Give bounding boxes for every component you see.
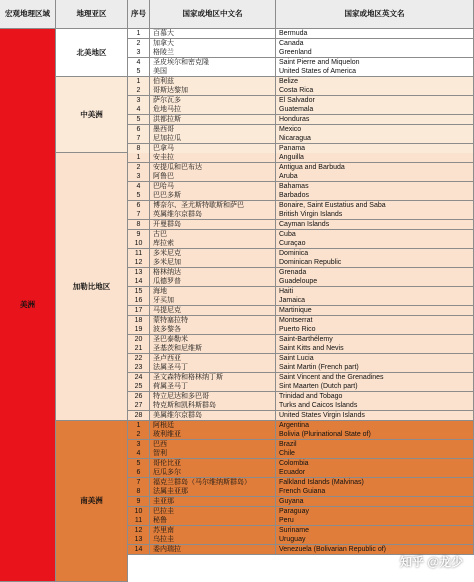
- index-cell: 13: [128, 535, 150, 545]
- english-name-cell: Guyana: [276, 497, 474, 507]
- index-cell: 11: [128, 516, 150, 526]
- index-cell: 3: [128, 96, 150, 106]
- index-cell: 10: [128, 239, 150, 249]
- chinese-name-cell: 圣文森特和格林纳丁斯: [150, 373, 276, 383]
- header-chinese-name: 国家或地区中文名: [150, 0, 276, 29]
- chinese-name-cell: 萨尔瓦多: [150, 96, 276, 106]
- english-name-cell: Venezuela (Bolivarian Republic of): [276, 545, 474, 555]
- index-cell: 2: [128, 430, 150, 440]
- english-name-cell: Jamaica: [276, 296, 474, 306]
- english-name-cell: Honduras: [276, 115, 474, 125]
- chinese-name-cell: 波多黎各: [150, 325, 276, 335]
- chinese-name-cell: 蒙特塞拉特: [150, 316, 276, 326]
- index-cell: 14: [128, 545, 150, 555]
- index-cell: 22: [128, 354, 150, 364]
- chinese-name-cell: 美属维尔京群岛: [150, 411, 276, 421]
- english-name-cell: Nicaragua: [276, 134, 474, 144]
- subregion-cell: 加勒比地区: [56, 153, 128, 420]
- index-cell: 2: [128, 39, 150, 49]
- chinese-name-cell: 秘鲁: [150, 516, 276, 526]
- header-subregion: 地理亚区: [56, 0, 128, 29]
- english-name-cell: Haiti: [276, 287, 474, 297]
- english-name-cell: Aruba: [276, 172, 474, 182]
- index-cell: 6: [128, 201, 150, 211]
- english-name-cell: Guatemala: [276, 105, 474, 115]
- index-cell: 12: [128, 526, 150, 536]
- header-english-name: 国家或地区英文名: [276, 0, 474, 29]
- index-cell: 4: [128, 105, 150, 115]
- index-cell: 6: [128, 468, 150, 478]
- english-name-cell: Dominican Republic: [276, 258, 474, 268]
- english-name-cell: Grenada: [276, 268, 474, 278]
- index-cell: 18: [128, 316, 150, 326]
- english-name-cell: Ecuador: [276, 468, 474, 478]
- index-cell: 25: [128, 382, 150, 392]
- chinese-name-cell: 安圭拉: [150, 153, 276, 163]
- chinese-name-cell: 牙买加: [150, 296, 276, 306]
- chinese-name-cell: 法属圭亚那: [150, 487, 276, 497]
- chinese-name-cell: 瓜德罗普: [150, 277, 276, 287]
- chinese-name-cell: 巴拿马: [150, 144, 276, 154]
- english-name-cell: Martinique: [276, 306, 474, 316]
- english-name-cell: Guadeloupe: [276, 277, 474, 287]
- index-cell: 14: [128, 277, 150, 287]
- header-index: 序号: [128, 0, 150, 29]
- index-cell: 7: [128, 210, 150, 220]
- english-name-cell: Saint Lucia: [276, 354, 474, 364]
- index-cell: 9: [128, 230, 150, 240]
- chinese-name-cell: 特克斯和凯科斯群岛: [150, 401, 276, 411]
- english-name-cell: Bermuda: [276, 29, 474, 39]
- chinese-name-cell: 美国: [150, 67, 276, 77]
- index-cell: 10: [128, 507, 150, 517]
- chinese-name-cell: 圣皮埃尔和密克隆: [150, 58, 276, 68]
- watermark: 知乎 @龙少: [400, 555, 464, 569]
- chinese-name-cell: 英属维尔京群岛: [150, 210, 276, 220]
- index-cell: 15: [128, 287, 150, 297]
- index-cell: 20: [128, 335, 150, 345]
- chinese-name-cell: 法属圣马丁: [150, 363, 276, 373]
- chinese-name-cell: 安提瓜和巴布达: [150, 163, 276, 173]
- index-cell: 8: [128, 487, 150, 497]
- index-cell: 24: [128, 373, 150, 383]
- chinese-name-cell: 格林纳达: [150, 268, 276, 278]
- index-cell: 21: [128, 344, 150, 354]
- chinese-name-cell: 巴拉圭: [150, 507, 276, 517]
- english-name-cell: Bolivia (Plurinational State of): [276, 430, 474, 440]
- chinese-name-cell: 苏里南: [150, 526, 276, 536]
- chinese-name-cell: 马提尼克: [150, 306, 276, 316]
- english-name-cell: Trinidad and Tobago: [276, 392, 474, 402]
- macro-region-cell: 美洲: [0, 29, 56, 582]
- english-name-cell: El Salvador: [276, 96, 474, 106]
- chinese-name-cell: 开曼群岛: [150, 220, 276, 230]
- chinese-name-cell: 圭亚那: [150, 497, 276, 507]
- chinese-name-cell: 福克兰群岛（马尔维纳斯群岛）: [150, 478, 276, 488]
- english-name-cell: Mexico: [276, 125, 474, 135]
- chinese-name-cell: 海地: [150, 287, 276, 297]
- chinese-name-cell: 厄瓜多尔: [150, 468, 276, 478]
- index-cell: 19: [128, 325, 150, 335]
- index-cell: 3: [128, 48, 150, 58]
- english-name-cell: Canada: [276, 39, 474, 49]
- english-name-cell: Puerto Rico: [276, 325, 474, 335]
- english-name-cell: Cayman Islands: [276, 220, 474, 230]
- chinese-name-cell: 乌拉圭: [150, 535, 276, 545]
- index-cell: 5: [128, 115, 150, 125]
- english-name-cell: Argentina: [276, 421, 474, 431]
- subregion-cell: 南美洲: [56, 421, 128, 582]
- english-name-cell: Saint-Barthélemy: [276, 335, 474, 345]
- english-name-cell: United States of America: [276, 67, 474, 77]
- english-name-cell: French Guiana: [276, 487, 474, 497]
- chinese-name-cell: 古巴: [150, 230, 276, 240]
- index-cell: 11: [128, 249, 150, 259]
- chinese-name-cell: 加拿大: [150, 39, 276, 49]
- index-cell: 5: [128, 459, 150, 469]
- subregion-cell: 中美洲: [56, 77, 128, 153]
- chinese-name-cell: 伯利兹: [150, 77, 276, 87]
- english-name-cell: British Virgin Islands: [276, 210, 474, 220]
- english-name-cell: Saint Vincent and the Grenadines: [276, 373, 474, 383]
- index-cell: 5: [128, 67, 150, 77]
- chinese-name-cell: 巴西: [150, 440, 276, 450]
- index-cell: 6: [128, 125, 150, 135]
- english-name-cell: Saint Martin (French part): [276, 363, 474, 373]
- index-cell: 4: [128, 58, 150, 68]
- chinese-name-cell: 阿鲁巴: [150, 172, 276, 182]
- index-cell: 26: [128, 392, 150, 402]
- index-cell: 3: [128, 172, 150, 182]
- index-cell: 28: [128, 411, 150, 421]
- index-cell: 23: [128, 363, 150, 373]
- english-name-cell: Greenland: [276, 48, 474, 58]
- english-name-cell: Saint Kitts and Nevis: [276, 344, 474, 354]
- english-name-cell: Antigua and Barbuda: [276, 163, 474, 173]
- index-cell: 2: [128, 86, 150, 96]
- english-name-cell: Anguilla: [276, 153, 474, 163]
- index-cell: 4: [128, 449, 150, 459]
- chinese-name-cell: 巴巴多斯: [150, 191, 276, 201]
- chinese-name-cell: 墨西哥: [150, 125, 276, 135]
- index-cell: 1: [128, 77, 150, 87]
- index-cell: 1: [128, 29, 150, 39]
- chinese-name-cell: 哥伦比亚: [150, 459, 276, 469]
- index-cell: 27: [128, 401, 150, 411]
- english-name-cell: Paraguay: [276, 507, 474, 517]
- index-cell: 4: [128, 182, 150, 192]
- english-name-cell: Brazil: [276, 440, 474, 450]
- english-name-cell: Suriname: [276, 526, 474, 536]
- index-cell: 2: [128, 163, 150, 173]
- index-cell: 12: [128, 258, 150, 268]
- index-cell: 8: [128, 144, 150, 154]
- english-name-cell: Turks and Caicos Islands: [276, 401, 474, 411]
- english-name-cell: Belize: [276, 77, 474, 87]
- english-name-cell: Panama: [276, 144, 474, 154]
- english-name-cell: Barbados: [276, 191, 474, 201]
- english-name-cell: Curaçao: [276, 239, 474, 249]
- index-cell: 7: [128, 478, 150, 488]
- english-name-cell: Bonaire, Saint Eustatius and Saba: [276, 201, 474, 211]
- index-cell: 9: [128, 497, 150, 507]
- chinese-name-cell: 危地马拉: [150, 105, 276, 115]
- chinese-name-cell: 阿根廷: [150, 421, 276, 431]
- english-name-cell: Cuba: [276, 230, 474, 240]
- chinese-name-cell: 荷属圣马丁: [150, 382, 276, 392]
- index-cell: 5: [128, 191, 150, 201]
- chinese-name-cell: 特立尼达和多巴哥: [150, 392, 276, 402]
- english-name-cell: Chile: [276, 449, 474, 459]
- index-cell: 7: [128, 134, 150, 144]
- chinese-name-cell: 玻利维亚: [150, 430, 276, 440]
- chinese-name-cell: 智利: [150, 449, 276, 459]
- english-name-cell: Falkland Islands (Malvinas): [276, 478, 474, 488]
- chinese-name-cell: 尼加拉瓜: [150, 134, 276, 144]
- chinese-name-cell: 圣巴泰勒米: [150, 335, 276, 345]
- english-name-cell: Dominica: [276, 249, 474, 259]
- chinese-name-cell: 多米尼克: [150, 249, 276, 259]
- chinese-name-cell: 巴哈马: [150, 182, 276, 192]
- chinese-name-cell: 圣基茨和尼维斯: [150, 344, 276, 354]
- index-cell: 1: [128, 421, 150, 431]
- chinese-name-cell: 博奈尔、圣尤斯特歇斯和萨巴: [150, 201, 276, 211]
- chinese-name-cell: 百慕大: [150, 29, 276, 39]
- index-cell: 17: [128, 306, 150, 316]
- chinese-name-cell: 哥斯达黎加: [150, 86, 276, 96]
- english-name-cell: Peru: [276, 516, 474, 526]
- english-name-cell: Costa Rica: [276, 86, 474, 96]
- english-name-cell: Uruguay: [276, 535, 474, 545]
- subregion-cell: 北美地区: [56, 29, 128, 77]
- english-name-cell: Bahamas: [276, 182, 474, 192]
- english-name-cell: United States Virgin Islands: [276, 411, 474, 421]
- chinese-name-cell: 洪都拉斯: [150, 115, 276, 125]
- chinese-name-cell: 多米尼加: [150, 258, 276, 268]
- english-name-cell: Colombia: [276, 459, 474, 469]
- index-cell: 3: [128, 440, 150, 450]
- index-cell: 1: [128, 153, 150, 163]
- index-cell: 13: [128, 268, 150, 278]
- chinese-name-cell: 格陵兰: [150, 48, 276, 58]
- chinese-name-cell: 圣卢西亚: [150, 354, 276, 364]
- chinese-name-cell: 库拉索: [150, 239, 276, 249]
- index-cell: 8: [128, 220, 150, 230]
- english-name-cell: Sint Maarten (Dutch part): [276, 382, 474, 392]
- english-name-cell: Saint Pierre and Miquelon: [276, 58, 474, 68]
- chinese-name-cell: 委内瑞拉: [150, 545, 276, 555]
- header-macro-region: 宏观地理区域: [0, 0, 56, 29]
- english-name-cell: Montserrat: [276, 316, 474, 326]
- index-cell: 16: [128, 296, 150, 306]
